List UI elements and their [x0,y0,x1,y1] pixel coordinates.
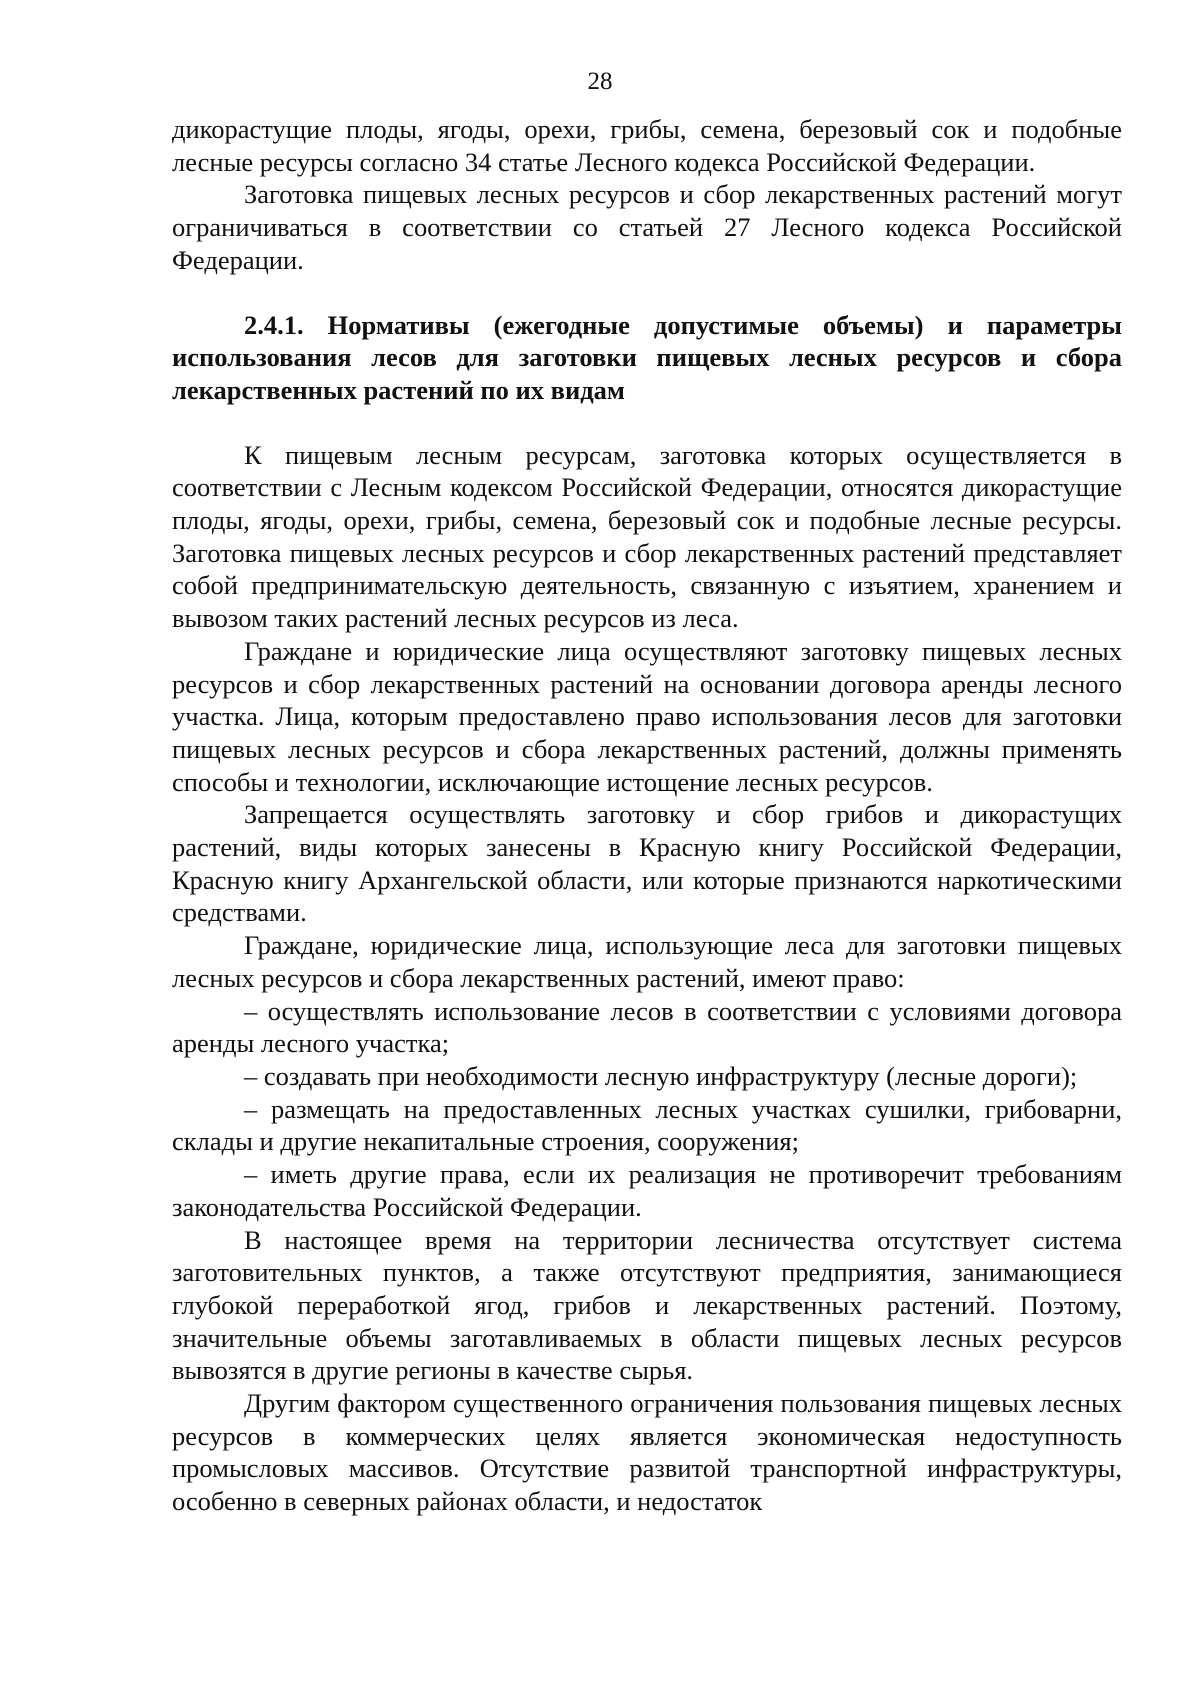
section-heading: 2.4.1. Нормативы (ежегодные допустимые объемы) и параметры использования лесов для заготовки пищевых лесных ресурсов и сбора лекарственных растений по их видам [172,309,1122,405]
list-item-right-structures: – размещать на предоставленных лесных участках сушилки, грибоварни, склады и другие некапитальные строения, сооружения; [172,1093,1122,1157]
paragraph-other-factor: Другим фактором существенного ограничения пользования пищевых лесных ресурсов в коммерческих целях является экономическая недоступность промысловых массивов. Отсутствие развитой транспортной инфраструктуры, особенно в северных районах области, и недостаток [172,1388,1122,1517]
paragraph-rights-intro: Граждане, юридические лица, использующие леса для заготовки пищевых лесных ресурсов и сбора лекарственных растений, имеют право: [172,930,1122,993]
list-item-right-other: – иметь другие права, если их реализация не противоречит требованиям законодательства Российской Федерации. [172,1159,1122,1222]
list-item-right-use: – осуществлять использование лесов в соответствии с условиями договора аренды лесного участка; [172,995,1122,1059]
paragraph-restrictions: Заготовка пищевых лесных ресурсов и сбор лекарственных растений могут ограничиваться в соответствии со статьей 27 Лесного кодекса Российской Федерации. [172,179,1122,275]
list-item-right-infrastructure: – создавать при необходимости лесную инфраструктуру (лесные дороги); [244,1060,1078,1091]
page-number: 28 [587,68,613,95]
paragraph-citizens-lease: Граждане и юридические лица осуществляют заготовку пищевых лесных ресурсов и сбор лекарственных растений на основании договора аренды лесного участка. Лица, которым предоставлено право использования лесов для заготовки пищевых лесных ресурсов и сбора лекарственных растений, должны применять способы и технологии, исключающие истощение лесных ресурсов. [172,635,1122,797]
paragraph-current-state: В настоящее время на территории лесничества отсутствует система заготовительных пунктов, а также отсутствуют предприятия, занимающиеся глубокой переработкой ягод, грибов и лекарственных растений. Поэтому, значительные объемы заготавливаемых в области пищевых лесных ресурсов вывозятся в другие регионы в качестве сырья. [172,1224,1122,1386]
paragraph-food-resources: К пищевым лесным ресурсам, заготовка которых осуществляется в соответствии с Лесным кодексом Российской Федерации, относятся дикорастущие плоды, ягоды, орехи, грибы, семена, березовый сок и подобные лесные ресурсы. Заготовка пищевых лесных ресурсов и сбор лекарственных растений представляет собой предпринимательскую деятельность, связанную с изъятием, хранением и вывозом таких растений лесных ресурсов из леса. [172,439,1122,634]
page-content [172,113,1122,1518]
paragraph-prohibition: Запрещается осуществлять заготовку и сбор грибов и дикорастущих растений, виды которых занесены в Красную книгу Российской Федерации, Красную книгу Архангельской области, или которые признаются наркотическими средствами. [172,799,1122,928]
paragraph-continuation: дикорастущие плоды, ягоды, орехи, грибы, семена, березовый сок и подобные лесные ресурсы согласно 34 статье Лесного кодекса Российской Федерации. [172,114,1122,177]
